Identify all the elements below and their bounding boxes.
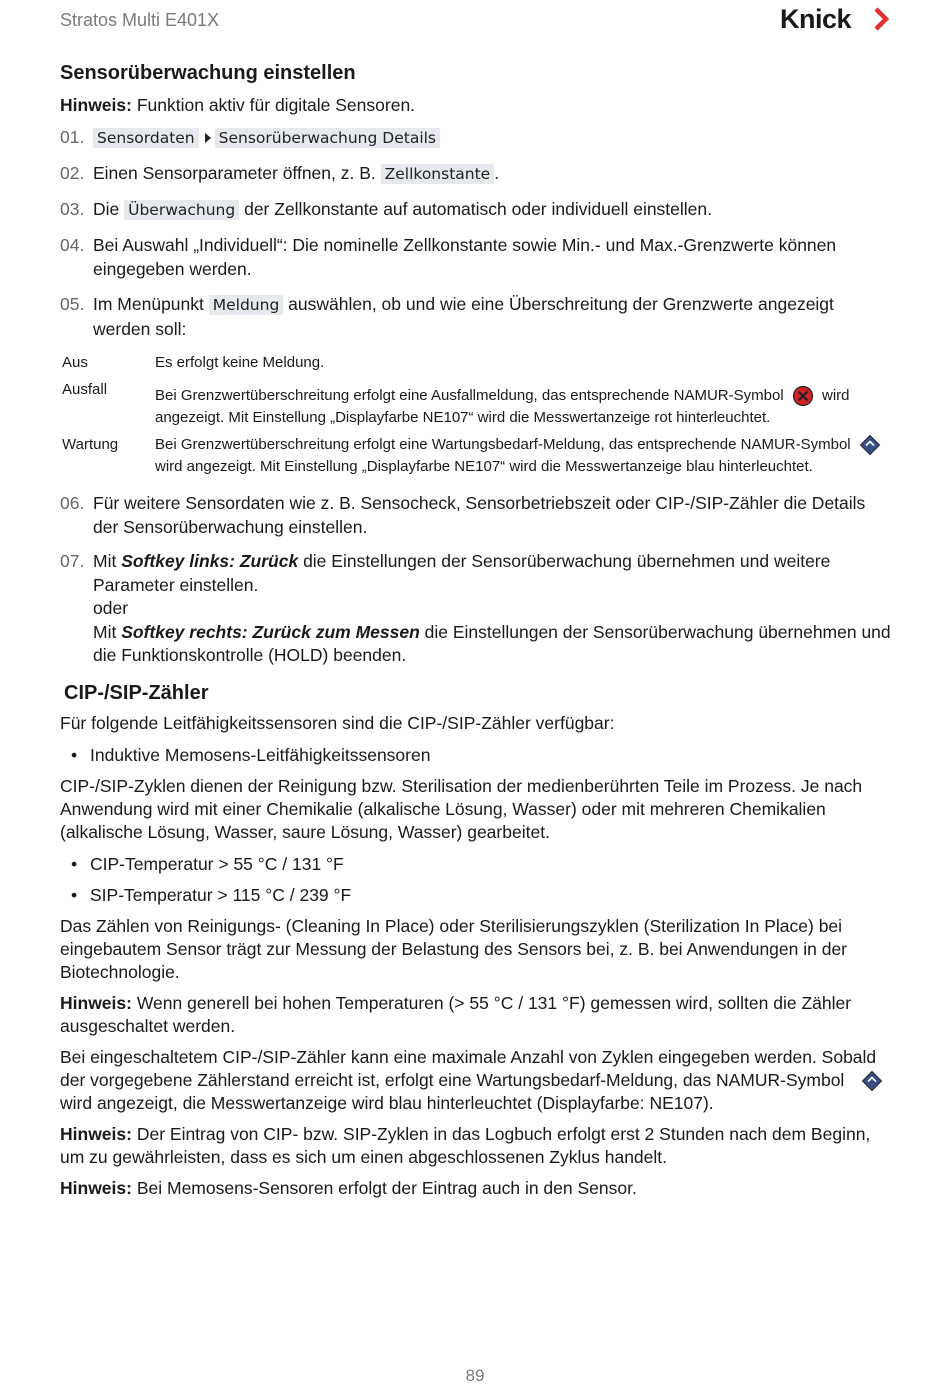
list-item: • SIP-Temperatur > 115 °C / 239 °F	[60, 883, 892, 907]
option-row-aus: Aus Es erfolgt keine Meldung.	[62, 354, 325, 371]
header-product-name: Stratos Multi E401X	[60, 10, 220, 30]
step-03: 03. Die Überwachung der Zellkonstante auf automatisch oder individuell einstellen.	[60, 199, 713, 219]
page-content	[60, 60, 892, 1208]
step-06: 06. Für weitere Sensordaten wie z. B. Sensocheck, Sensorbetriebszeit oder CIP-/SIP-Zähler die Details der Sensorüberwachung einstellen.	[60, 493, 866, 538]
step-02: 02. Einen Sensorparameter öffnen, z. B. Zellkonstante .	[60, 163, 500, 183]
cip-temperature-list	[60, 852, 892, 907]
menu-arrow-icon	[205, 133, 211, 143]
cip-paragraph-1: CIP-/SIP-Zyklen dienen der Reinigung bzw. Sterilisation der medienberührten Teile im Prozess. Je nach Anwendung wird mit einer Chemikalie (alkalische Lösung, Wasser) oder mit mehreren Chemikalien (alkalische Lösung, Wasser, saure Lösung, Wasser) gearbeitet.	[60, 775, 863, 842]
steps-list	[60, 125, 892, 341]
company-logo: Knick	[780, 4, 852, 34]
ui-meldung: Meldung	[209, 295, 284, 315]
option-row-wartung: Wartung Bei Grenzwertüberschreitung erfolgt eine Wartungsbedarf-Meldung, das entsprechende NAMUR-Symbol wird angezeigt. Mit Einstellung „Displayfarbe NE107“ wird die Messwertanzeige blau hinterleuchtet.	[62, 434, 892, 477]
list-item: • Induktive Memosens-Leitfähigkeitssensoren	[60, 743, 892, 767]
cip-paragraph-2: Das Zählen von Reinigungs- (Cleaning In Place) oder Sterilisierungszyklen (Sterilization In Place) bei eingebautem Sensor trägt zur Messung der Belastung des Sensors bei, z. B. bei Anwendungen in der Biotechnologie.	[60, 915, 848, 982]
menu-sensordaten: Sensordaten	[93, 128, 199, 148]
cip-note-3: Hinweis: Bei Memosens-Sensoren erfolgt der Eintrag auch in den Sensor.	[60, 1177, 637, 1198]
section-title: Sensorüberwachung einstellen	[60, 62, 356, 84]
namur-maintenance-icon	[861, 1070, 883, 1092]
step-04: 04. Bei Auswahl „Individuell“: Die nominelle Zellkonstante sowie Min.- und Max.-Grenzwerte können eingegeben werden.	[60, 235, 837, 279]
option-row-ausfall: Ausfall Bei Grenzwertüberschreitung erfolgt eine Ausfallmeldung, das entsprechende NAMUR-Symbol wird angezeigt. Mit Einstellung „Displayfarbe NE107“ wird die Messwertanzeige rot hinterleuchtet.	[62, 381, 850, 427]
cip-note-2: Hinweis: Der Eintrag von CIP- bzw. SIP-Zyklen in das Logbuch erfolgt erst 2 Stunden nach dem Beginn, um zu gewährleisten, dass es sich um einen abgeschlossenen Zyklus handelt.	[60, 1123, 871, 1167]
cip-intro: Für folgende Leitfähigkeitssensoren sind die CIP-/SIP-Zähler verfügbar:	[60, 712, 615, 733]
namur-failure-icon	[792, 385, 814, 407]
message-options-table	[62, 352, 892, 477]
ui-zellkonstante: Zellkonstante	[381, 164, 495, 184]
cip-note-1: Hinweis: Wenn generell bei hohen Temperaturen (> 55 °C / 131 °F) gemessen wird, sollten die Zähler ausgeschaltet werden.	[60, 992, 852, 1036]
step-07: 07. Mit Softkey links: Zurück die Einstellungen der Sensorüberwachung übernehmen und weitere Parameter einstellen. oder Mit Softkey rechts: Zurück zum Messen die Einstellungen der Sensorüberwachung übernehmen und die Funktionskontrolle (HOLD) beenden.	[60, 551, 891, 666]
page-number: 89	[465, 1366, 485, 1385]
cip-paragraph-3: Bei eingeschaltetem CIP-/SIP-Zähler kann eine maximale Anzahl von Zyklen eingegeben werden. Sobald der vorgegebene Zählerstand erreicht ist, erfolgt eine Wartungsbedarf-Meldung, das NAMUR-Symbol wird angezeigt, die Messwertanzeige wird blau hinterleuchtet (Displayfarbe: NE107).	[60, 1046, 892, 1115]
list-item: • CIP-Temperatur > 55 °C / 131 °F	[60, 852, 892, 876]
step-05: 05. Im Menüpunkt Meldung auswählen, ob und wie eine Überschreitung der Grenzwerte angezeigt werden soll:	[60, 294, 834, 339]
ui-ueberwachung: Überwachung	[124, 200, 239, 220]
namur-maintenance-icon	[859, 434, 881, 456]
cip-title: CIP-/SIP-Zähler	[64, 681, 209, 704]
logo-chevron-icon	[872, 6, 890, 32]
step-01: 01. Sensordaten Sensorüberwachung Details	[60, 125, 892, 150]
cip-sensor-list	[60, 743, 892, 767]
menu-sensorueberwachung-details: Sensorüberwachung Details	[215, 128, 440, 148]
section-note: Hinweis: Funktion aktiv für digitale Sensoren.	[60, 95, 416, 115]
